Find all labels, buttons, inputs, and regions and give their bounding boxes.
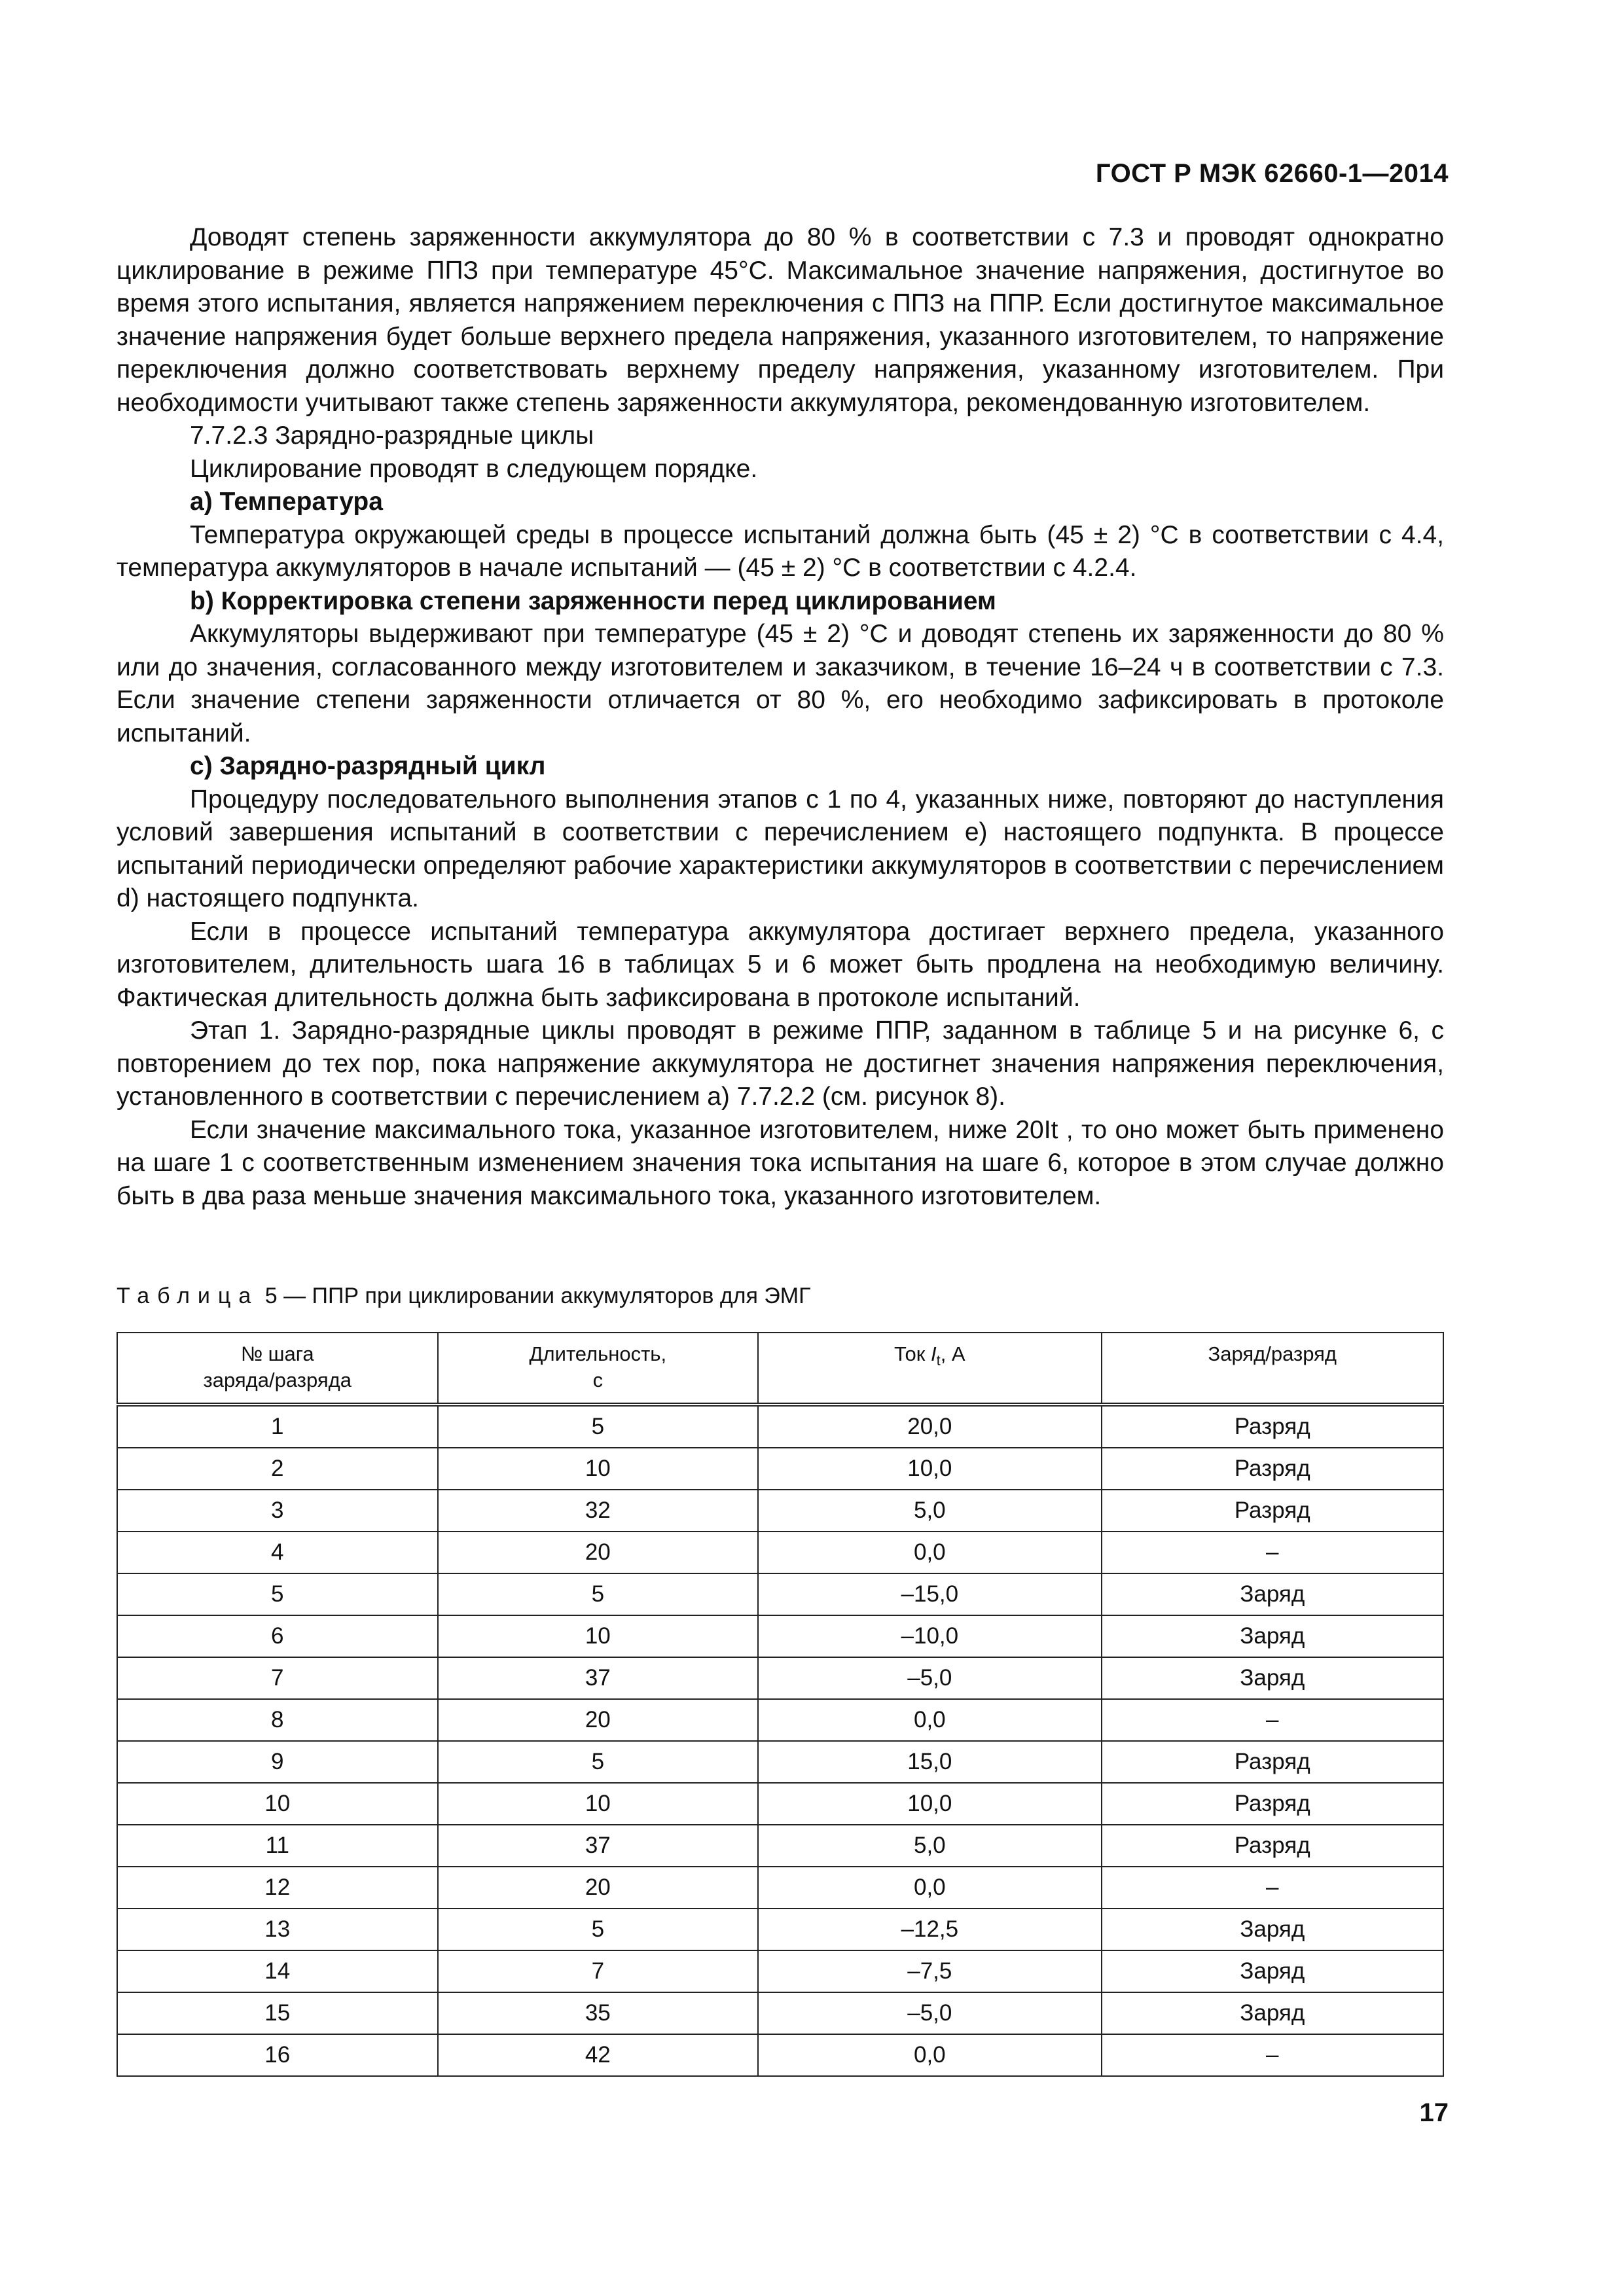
cell-duration: 37	[438, 1657, 759, 1699]
table-row	[117, 1992, 1443, 2034]
cell-current: 0,0	[758, 1532, 1101, 1573]
table-row	[117, 1405, 1443, 1448]
cell-duration: 5	[438, 1741, 759, 1783]
table-row	[117, 1867, 1443, 1909]
cell-mode: Заряд	[1102, 1615, 1443, 1657]
cell-current: –12,5	[758, 1909, 1101, 1950]
cell-step: 9	[117, 1741, 438, 1783]
table-row	[117, 1783, 1443, 1825]
cell-duration: 5	[438, 1573, 759, 1615]
cell-mode: –	[1102, 2034, 1443, 2076]
table-caption-prefix: Таблица	[117, 1283, 259, 1308]
table-row	[117, 1532, 1443, 1573]
cell-current: 5,0	[758, 1825, 1101, 1867]
paragraph: Если значение максимального тока, указанное изготовителем, ниже 20It , то оно может быть применено на шаге 1 с соответственным изменением значения тока испытания на шаге 6, которое в этом случае должно быть в два раза меньше значения максимального тока, указанного изготовителем.	[117, 1115, 1444, 1210]
paragraph: Температура окружающей среды в процессе испытаний должна быть (45 ± 2) °С в соответствии с 4.4, температура аккумуляторов в начале испытаний — (45 ± 2) °С в соответствии с 4.2.4.	[117, 520, 1444, 582]
cell-duration: 42	[438, 2034, 759, 2076]
table-row	[117, 1448, 1443, 1490]
cell-current: 10,0	[758, 1783, 1101, 1825]
cell-mode: Разряд	[1102, 1448, 1443, 1490]
cell-mode: Заряд	[1102, 1992, 1443, 2034]
cell-mode: Разряд	[1102, 1825, 1443, 1867]
table-row	[117, 1950, 1443, 1992]
cell-mode: Разряд	[1102, 1405, 1443, 1448]
cell-step: 2	[117, 1448, 438, 1490]
cell-duration: 37	[438, 1825, 759, 1867]
cell-mode: Разряд	[1102, 1783, 1443, 1825]
section-heading: b) Корректировка степени заряженности перед циклированием	[190, 586, 996, 615]
cell-current: 15,0	[758, 1741, 1101, 1783]
cell-step: 3	[117, 1490, 438, 1532]
cell-mode: Разряд	[1102, 1490, 1443, 1532]
table-row	[117, 1909, 1443, 1950]
cell-step: 6	[117, 1615, 438, 1657]
table-row	[117, 1825, 1443, 1867]
cell-current: –7,5	[758, 1950, 1101, 1992]
section-heading: c) Зарядно-разрядный цикл	[190, 752, 546, 780]
cell-current: –5,0	[758, 1657, 1101, 1699]
cell-current: –10,0	[758, 1615, 1101, 1657]
paragraph: Процедуру последовательного выполнения этапов с 1 по 4, указанных ниже, повторяют до наступления условий завершения испытаний в соответствии с перечислением e) настоящего подпункта. В процессе испытаний периодически определяют рабочие характеристики аккумуляторов в соответствии с перечислением d) настоящего подпункта.	[117, 785, 1444, 912]
cell-mode: Заряд	[1102, 1657, 1443, 1699]
cell-duration: 5	[438, 1909, 759, 1950]
cell-duration: 35	[438, 1992, 759, 2034]
table-row	[117, 1573, 1443, 1615]
paragraph: Аккумуляторы выдерживают при температуре (45 ± 2) °С и доводят степень их заряженности до 80 % или до значения, согласованного между изготовителем и заказчиком, в течение 16–24 ч в соответствии с 7.3. Если значение степени заряженности отличается от 80 %, его необходимо зафиксировать в протоколе испытаний.	[117, 620, 1444, 747]
cell-step: 1	[117, 1405, 438, 1448]
cell-step: 8	[117, 1699, 438, 1741]
cell-duration: 5	[438, 1405, 759, 1448]
table-caption	[117, 1283, 811, 1309]
page-number: 17	[1419, 2098, 1449, 2127]
cell-mode: Заряд	[1102, 1950, 1443, 1992]
header-step: № шага заряда/разряда	[117, 1333, 438, 1405]
cell-duration: 10	[438, 1783, 759, 1825]
cell-step: 7	[117, 1657, 438, 1699]
cell-duration: 20	[438, 1532, 759, 1573]
cell-duration: 7	[438, 1950, 759, 1992]
cell-current: –5,0	[758, 1992, 1101, 2034]
cell-step: 12	[117, 1867, 438, 1909]
table-row	[117, 2034, 1443, 2076]
cell-current: 0,0	[758, 1867, 1101, 1909]
paragraph: Доводят степень заряженности аккумулятора до 80 % в соответствии с 7.3 и проводят однократно циклирование в режиме ППЗ при температуре 45°С. Максимальное значение напряжения, достигнутое во время этого испытания, является напряжением переключения с ППЗ на ППР. Если достигнутое максимальное значение напряжения будет больше верхнего предела напряжения, указанного изготовителем, то напряжение переключения должно соответствовать верхнему пределу напряжения, указанному изготовителем. При необходимости учитывают также степень заряженности аккумулятора, рекомендованную изготовителем.	[117, 223, 1444, 417]
section-heading: a) Температура	[190, 488, 383, 516]
cell-duration: 10	[438, 1448, 759, 1490]
table-row	[117, 1615, 1443, 1657]
body-text	[117, 221, 1444, 1213]
cell-step: 4	[117, 1532, 438, 1573]
cell-current: 0,0	[758, 1699, 1101, 1741]
cell-step: 5	[117, 1573, 438, 1615]
table-caption-title: 5 — ППР при циклировании аккумуляторов для ЭМГ	[259, 1283, 811, 1308]
cell-duration: 32	[438, 1490, 759, 1532]
cell-mode: –	[1102, 1867, 1443, 1909]
cycle-table	[117, 1332, 1444, 2077]
table-row	[117, 1490, 1443, 1532]
paragraph: Этап 1. Зарядно-разрядные циклы проводят в режиме ППР, заданном в таблице 5 и на рисунке 6, с повторением до тех пор, пока напряжение аккумулятора не достигнет значения напряжения переключения, установленного в соответствии с перечислением a) 7.7.2.2 (см. рисунок 8).	[117, 1016, 1444, 1111]
cell-mode: –	[1102, 1699, 1443, 1741]
header-charge-discharge: Заряд/разряд	[1102, 1333, 1443, 1405]
cell-current: 20,0	[758, 1405, 1101, 1448]
document-header: ГОСТ Р МЭК 62660-1—2014	[1095, 159, 1449, 188]
cell-step: 10	[117, 1783, 438, 1825]
cell-step: 15	[117, 1992, 438, 2034]
table-row	[117, 1699, 1443, 1741]
cell-duration: 10	[438, 1615, 759, 1657]
cell-step: 13	[117, 1909, 438, 1950]
cell-step: 16	[117, 2034, 438, 2076]
paragraph: 7.7.2.3 Зарядно-разрядные циклы	[190, 422, 594, 450]
cell-step: 14	[117, 1950, 438, 1992]
cell-mode: Разряд	[1102, 1741, 1443, 1783]
table-row	[117, 1657, 1443, 1699]
cell-current: 10,0	[758, 1448, 1101, 1490]
cell-duration: 20	[438, 1699, 759, 1741]
header-duration: Длительность, с	[438, 1333, 759, 1405]
table-row	[117, 1741, 1443, 1783]
cell-mode: Заряд	[1102, 1909, 1443, 1950]
cell-current: 0,0	[758, 2034, 1101, 2076]
table-header-row	[117, 1333, 1443, 1405]
cell-duration: 20	[438, 1867, 759, 1909]
paragraph: Если в процессе испытаний температура аккумулятора достигает верхнего предела, указанного изготовителем, длительность шага 16 в таблицах 5 и 6 может быть продлена на необходимую величину. Фактическая длительность должна быть зафиксирована в протоколе испытаний.	[117, 917, 1444, 1012]
cell-current: 5,0	[758, 1490, 1101, 1532]
cell-mode: Заряд	[1102, 1573, 1443, 1615]
paragraph: Циклирование проводят в следующем порядке.	[190, 454, 758, 483]
cell-mode: –	[1102, 1532, 1443, 1573]
cell-current: –15,0	[758, 1573, 1101, 1615]
header-current: Ток $I_t$, А	[758, 1333, 1101, 1405]
cell-step: 11	[117, 1825, 438, 1867]
